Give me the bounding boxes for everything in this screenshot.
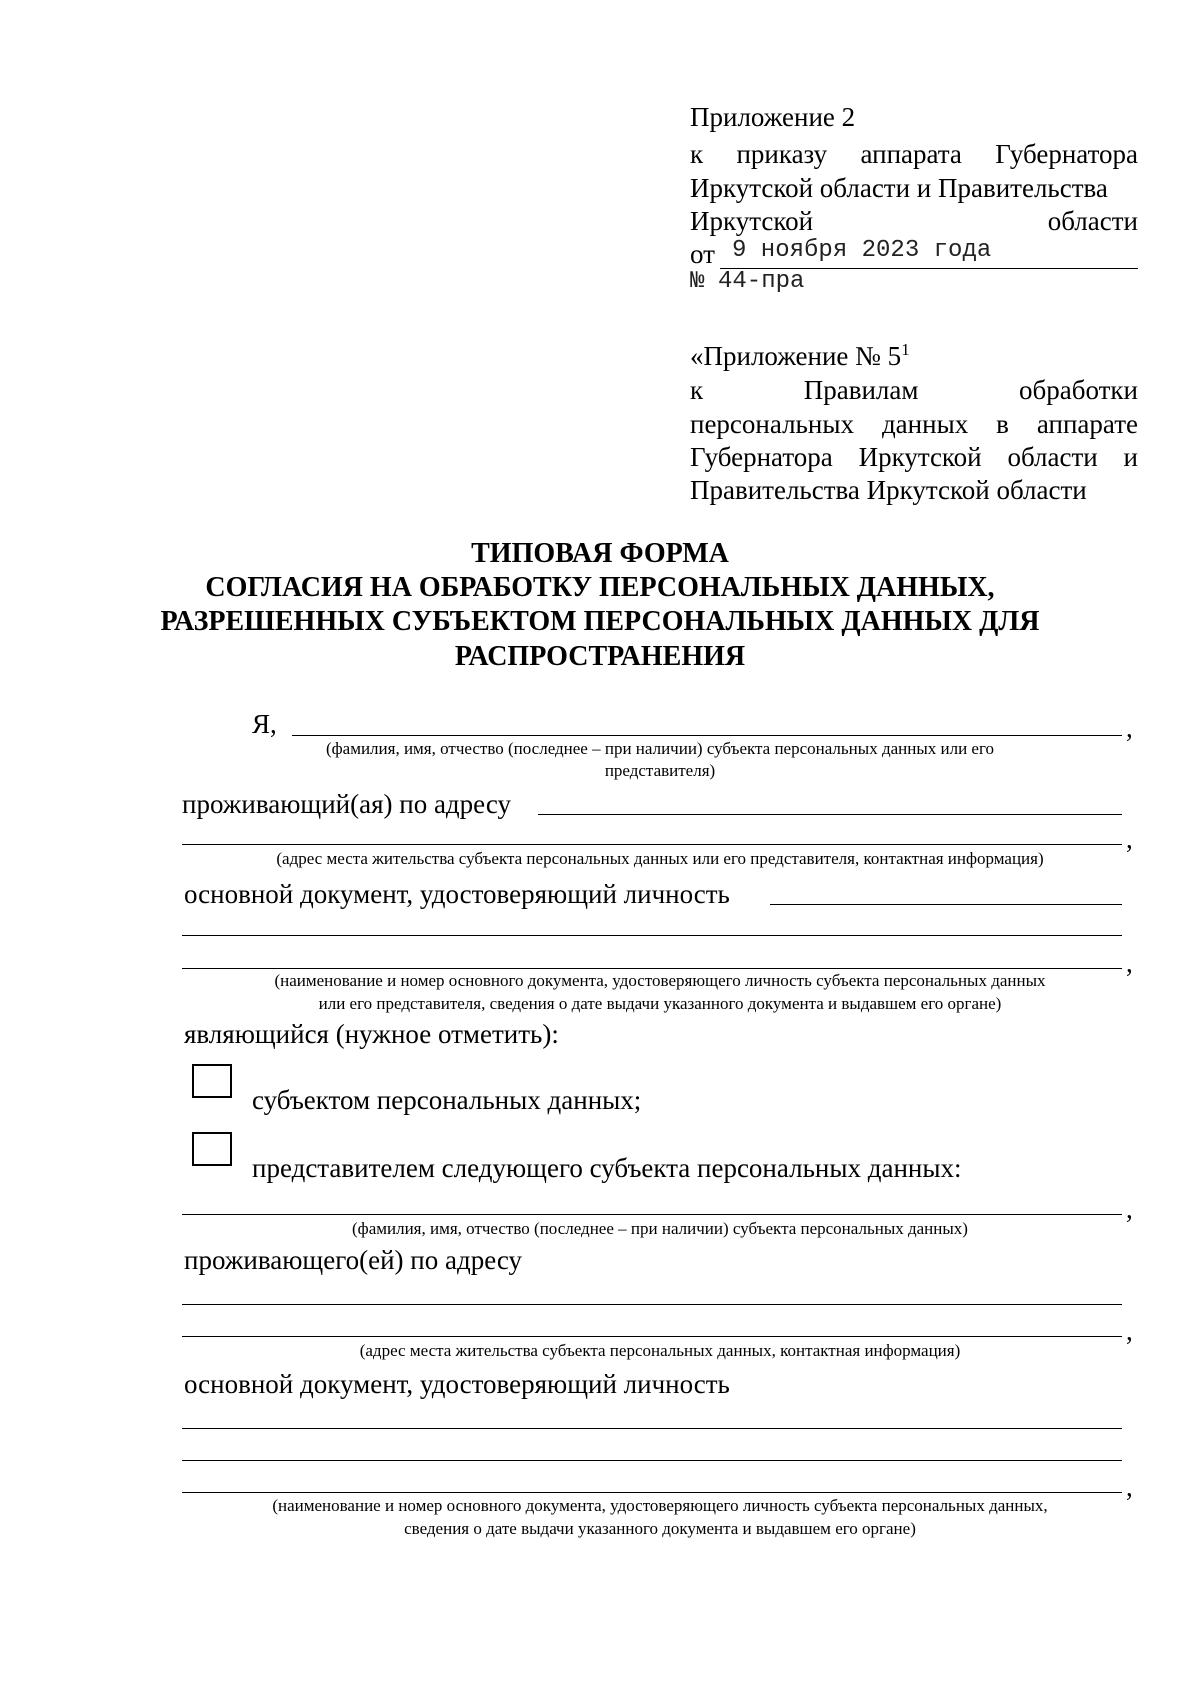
subject-fio-caption: (фамилия, имя, отчество (последнее – при наличии) субъекта персональных данных) (352, 1219, 968, 1238)
document-input-line[interactable] (182, 935, 1122, 936)
appendix-2-line: Иркутской области (690, 206, 1138, 236)
fio-caption: (фамилия, имя, отчество (последнее – при наличии) субъекта персональных данных или его (325, 739, 995, 758)
subject-document-label: основной документ, удостоверяющий личность (184, 1369, 730, 1399)
address-label: проживающий(ая) по адресу (182, 789, 511, 819)
option-subject-label: субъектом персональных данных; (252, 1085, 642, 1115)
comma: , (1126, 948, 1133, 978)
appendix-5-line: персональных данных в аппарате (690, 409, 1138, 439)
comma: , (1126, 824, 1133, 854)
document-caption: или его представителя, сведения о дате выдачи указанного документа и выдавшем его органе) (318, 994, 1002, 1013)
appendix-5-superscript: 1 (901, 340, 910, 359)
comma: , (1126, 1316, 1133, 1346)
subject-checkbox[interactable] (192, 1064, 232, 1098)
appendix-2-date-value: 9 ноября 2023 года (732, 237, 992, 264)
address-input-line[interactable] (182, 844, 1122, 845)
appendix-5-line: к Правилам обработки (690, 375, 1138, 405)
appendix-2-number-value: 44-пра (718, 268, 805, 295)
being-label: являющийся (нужное отметить): (184, 1019, 559, 1049)
form-heading-line: РАЗРЕШЕННЫХ СУБЪЕКТОМ ПЕРСОНАЛЬНЫХ ДАННЫХ ДЛЯ (160, 606, 1040, 637)
form-heading-line: РАСПРОСТРАНЕНИЯ (454, 641, 746, 672)
subject-fio-input-line[interactable] (182, 1214, 1122, 1215)
document-input-line[interactable] (182, 968, 1122, 969)
appendix-2-title: Приложение 2 (690, 102, 856, 132)
comma: , (1126, 713, 1133, 743)
fio-input-line[interactable] (292, 735, 1122, 736)
form-heading-line: СОГЛАСИЯ НА ОБРАБОТКУ ПЕРСОНАЛЬНЫХ ДАННЫХ, (205, 572, 995, 603)
appendix-5-line: Губернатора Иркутской области и (690, 442, 1138, 472)
document-input-line[interactable] (770, 904, 1122, 905)
subject-address-input-line[interactable] (182, 1336, 1122, 1337)
subject-address-input-line[interactable] (182, 1304, 1122, 1305)
comma: , (1126, 1472, 1133, 1502)
subject-document-input-line[interactable] (182, 1428, 1122, 1429)
fio-caption: представителя) (604, 761, 716, 780)
address-input-line[interactable] (538, 814, 1122, 815)
subject-document-input-line[interactable] (182, 1460, 1122, 1461)
document-caption: (наименование и номер основного документа, удостоверяющего личность субъекта персональных данных (274, 971, 1046, 990)
i-label: Я, (252, 709, 277, 739)
appendix-5-title-text: «Приложение № 5 (690, 341, 902, 371)
appendix-2-number-prefix: № (690, 268, 705, 295)
address-caption: (адрес места жительства субъекта персональных данных или его представителя, контактная информация) (276, 849, 1044, 868)
comma: , (1126, 1194, 1133, 1224)
subject-document-caption: сведения о дате выдачи указанного документа и выдавшем его органе) (404, 1519, 916, 1538)
appendix-5-title (690, 340, 910, 373)
subject-document-caption: (наименование и номер основного документа, удостоверяющего личность субъекта персональных данных, (272, 1496, 1048, 1515)
appendix-2-line: Иркутской области и Правительства (690, 173, 1108, 203)
appendix-5-line: Правительства Иркутской области (690, 475, 1087, 505)
form-heading-line: ТИПОВАЯ ФОРМА (471, 538, 729, 569)
representative-checkbox[interactable] (192, 1132, 232, 1166)
subject-address-label: проживающего(ей) по адресу (184, 1245, 522, 1275)
document-label: основной документ, удостоверяющий личность (184, 879, 730, 909)
appendix-2-line: к приказу аппарата Губернатора (690, 139, 1138, 169)
appendix-2-date-prefix: от (690, 239, 715, 269)
option-representative-label: представителем следующего субъекта персональных данных: (252, 1153, 962, 1183)
subject-document-input-line[interactable] (182, 1492, 1122, 1493)
subject-address-caption: (адрес места жительства субъекта персональных данных, контактная информация) (359, 1341, 961, 1360)
